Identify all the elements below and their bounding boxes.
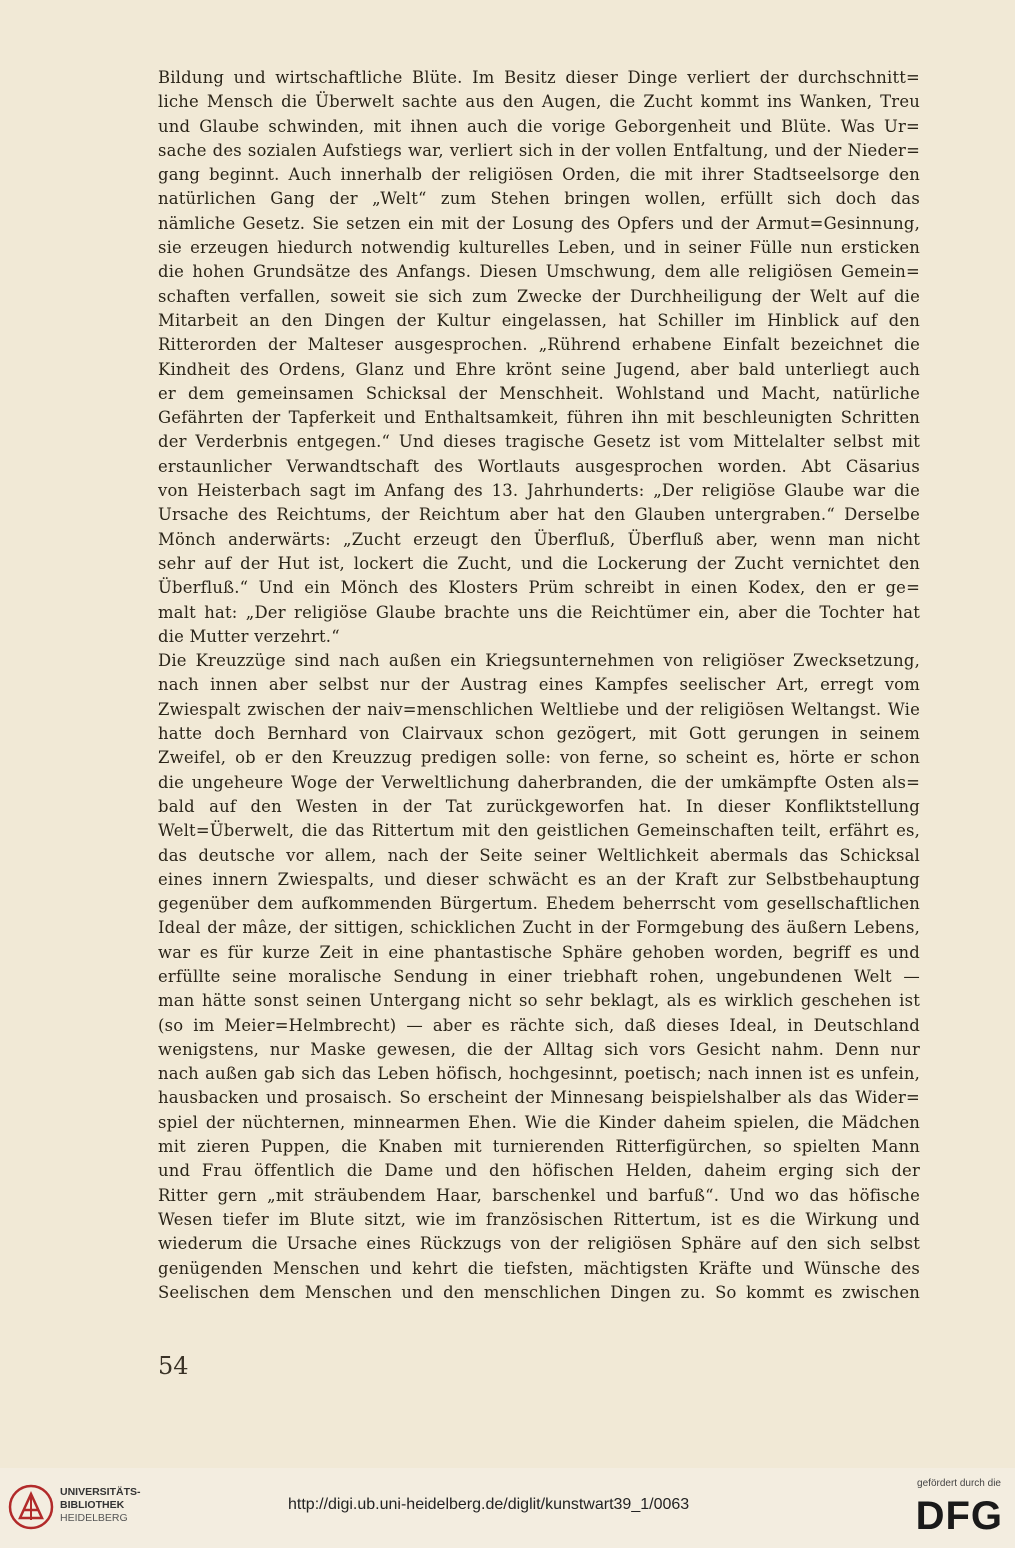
library-name-line-3: HEIDELBERG xyxy=(60,1512,128,1524)
text-line: schaften verfallen, soweit sie sich zum Zwecke der Durchheiligung der Welt auf die xyxy=(158,286,920,306)
text-line: war es für kurze Zeit in eine phantastische Sphäre gehoben worden, begriff es und xyxy=(158,942,920,962)
text-line: malt hat: „Der religiöse Glaube brachte uns die Reichtümer ein, aber die Tochter hat xyxy=(158,602,920,622)
text-line: Ritterorden der Malteser ausgesprochen. „Rührend erhabene Einfalt bezeichnet die xyxy=(158,335,920,355)
text-line: Die Kreuzzüge sind nach außen ein Kriegsunternehmen von religiöser Zwecksetzung, xyxy=(158,651,920,671)
text-line: sie erzeugen hiedurch notwendig kulturelles Leben, und in seiner Fülle nun ersticken xyxy=(158,238,920,258)
text-line: eines innern Zwiespalts, und dieser schwächt es an der Kraft zur Selbstbehauptung xyxy=(158,869,920,889)
text-line: erfüllte seine moralische Sendung in einer triebhaft rohen, ungebundenen Welt — xyxy=(158,966,920,986)
text-line: Überfluß.“ Und ein Mönch des Klosters Prüm schreibt in einen Kodex, den er ge= xyxy=(158,578,920,598)
text-line: genügenden Menschen und kehrt die tiefsten, mächtigsten Kräfte und Wünsche des xyxy=(158,1258,920,1278)
library-name-line-1: UNIVERSITÄTS- xyxy=(60,1486,141,1498)
funding-note: gefördert durch die xyxy=(917,1478,1001,1489)
text-line: sache des sozialen Aufstiegs war, verliert sich in der vollen Entfaltung, und der Nieder= xyxy=(158,140,920,160)
library-name xyxy=(60,1486,141,1525)
text-line: natürlichen Gang der „Welt“ zum Stehen bringen wollen, erfüllt sich doch das xyxy=(158,189,920,209)
text-line: Kindheit des Ordens, Glanz und Ehre krönt seine Jugend, aber bald unterliegt auch xyxy=(158,359,920,379)
text-line: und Glaube schwinden, mit ihnen auch die vorige Geborgenheit und Blüte. Was Ur= xyxy=(158,116,920,136)
text-line: die ungeheure Woge der Verweltlichung daherbranden, die der umkämpfte Osten als= xyxy=(158,772,920,792)
text-line: hausbacken und prosaisch. So erscheint der Minnesang beispielshalber als das Wider= xyxy=(158,1088,920,1108)
text-line: mit zieren Puppen, die Knaben mit turnierenden Ritterfigürchen, so spielten Mann xyxy=(158,1137,920,1157)
text-line: der Verderbnis entgegen.“ Und dieses tragische Gesetz ist vom Mittelalter selbst mit xyxy=(158,432,920,452)
text-line: man hätte sonst seinen Untergang nicht so sehr beklagt, als es wirklich geschehen ist xyxy=(158,991,920,1011)
text-line: bald auf den Westen in der Tat zurückgeworfen hat. In dieser Konfliktstellung xyxy=(158,796,920,816)
text-line: wenigstens, nur Maske gewesen, die der Alltag sich vors Gesicht nahm. Denn nur xyxy=(158,1039,920,1059)
text-line: Gefährten der Tapferkeit und Enthaltsamkeit, führen ihn mit beschleunigten Schritten xyxy=(158,408,920,428)
text-line: Welt=Überwelt, die das Rittertum mit den geistlichen Gemeinschaften teilt, erfährt es, xyxy=(158,821,920,841)
text-line: Ritter gern „mit sträubendem Haar, barschenkel und barfuß“. Und wo das höfische xyxy=(158,1185,920,1205)
text-line: das deutsche vor allem, nach der Seite seiner Weltlichkeit abermals das Schicksal xyxy=(158,845,920,865)
source-url-link[interactable]: http://digi.ub.uni-heidelberg.de/diglit/kunstwart39_1/0063 xyxy=(288,1496,690,1513)
text-line: Bildung und wirtschaftliche Blüte. Im Besitz dieser Dinge verliert der durchschnitt= xyxy=(158,68,920,87)
text-line: Zwiespalt zwischen der naiv=menschlichen Weltliebe und der religiösen Weltangst. Wie xyxy=(158,699,920,719)
text-line: Zweifel, ob er den Kreuzzug predigen solle: von ferne, so scheint es, hörte er schon xyxy=(158,748,920,768)
library-name-line-2: BIBLIOTHEK xyxy=(60,1499,125,1511)
text-line: von Heisterbach sagt im Anfang des 13. Jahrhunderts: „Der religiöse Glaube war die xyxy=(158,481,920,501)
text-line: sehr auf der Hut ist, lockert die Zucht, und die Lockerung der Zucht vernichtet den xyxy=(158,553,920,573)
text-line: die hohen Grundsätze des Anfangs. Diesen Umschwung, dem alle religiösen Gemein= xyxy=(158,262,920,282)
text-line: und Frau öffentlich die Dame und den höfischen Helden, daheim erging sich der xyxy=(158,1161,920,1181)
text-line: hatte doch Bernhard von Clairvaux schon gezögert, mit Gott gerungen in seinem xyxy=(158,724,920,744)
text-line: Mönch anderwärts: „Zucht erzeugt den Überfluß, Überfluß aber, wenn man nicht xyxy=(158,529,920,549)
text-line: nach innen aber selbst nur der Austrag eines Kampfes seelischer Art, erregt vom xyxy=(158,675,920,695)
text-line: die Mutter verzehrt.“ xyxy=(158,626,340,646)
text-line: Seelischen dem Menschen und den menschlichen Dingen zu. So kommt es zwischen xyxy=(158,1282,920,1302)
text-line: er dem gemeinsamen Schicksal der Menschheit. Wohlstand und Macht, natürliche xyxy=(158,383,920,403)
dfg-logo: DFG xyxy=(915,1494,1003,1538)
body-text xyxy=(158,66,920,1305)
text-line: nämliche Gesetz. Sie setzen ein mit der Losung des Opfers und der Armut=Gesinnung, xyxy=(158,213,920,233)
text-line: gegenüber dem aufkommenden Bürgertum. Ehedem beherrscht vom gesellschaftlichen xyxy=(158,894,920,914)
text-line: Ursache des Reichtums, der Reichtum aber hat den Glauben untergraben.“ Derselbe xyxy=(158,505,920,525)
text-line: spiel der nüchternen, minnearmen Ehen. Wie die Kinder daheim spielen, die Mädchen xyxy=(158,1112,920,1132)
page-number: 54 xyxy=(158,1352,189,1380)
text-line: Mitarbeit an den Dingen der Kultur eingelassen, hat Schiller im Hinblick auf den xyxy=(158,310,920,330)
text-line: wiederum die Ursache eines Rückzugs von der religiösen Sphäre auf den sich selbst xyxy=(158,1234,920,1254)
text-line: (so im Meier=Helmbrecht) — aber es rächte sich, daß dieses Ideal, in Deutschland xyxy=(158,1015,920,1035)
text-line: nach außen gab sich das Leben höfisch, hochgesinnt, poetisch; nach innen ist es unfein, xyxy=(158,1064,920,1084)
university-seal-icon xyxy=(8,1484,54,1530)
text-line: gang beginnt. Auch innerhalb der religiösen Orden, die mit ihrer Stadtseelsorge den xyxy=(158,165,920,185)
text-line: Ideal der mâze, der sittigen, schicklichen Zucht in der Formgebung des äußern Lebens, xyxy=(158,918,920,938)
text-line: Wesen tiefer im Blute sitzt, wie im französischen Rittertum, ist es die Wirkung und xyxy=(158,1209,920,1229)
text-line: erstaunlicher Verwandtschaft des Wortlauts ausgesprochen worden. Abt Cäsarius xyxy=(158,456,920,476)
footer-bar xyxy=(0,1468,1015,1548)
text-line: liche Mensch die Überwelt sachte aus den Augen, die Zucht kommt ins Wanken, Treu xyxy=(158,92,920,112)
